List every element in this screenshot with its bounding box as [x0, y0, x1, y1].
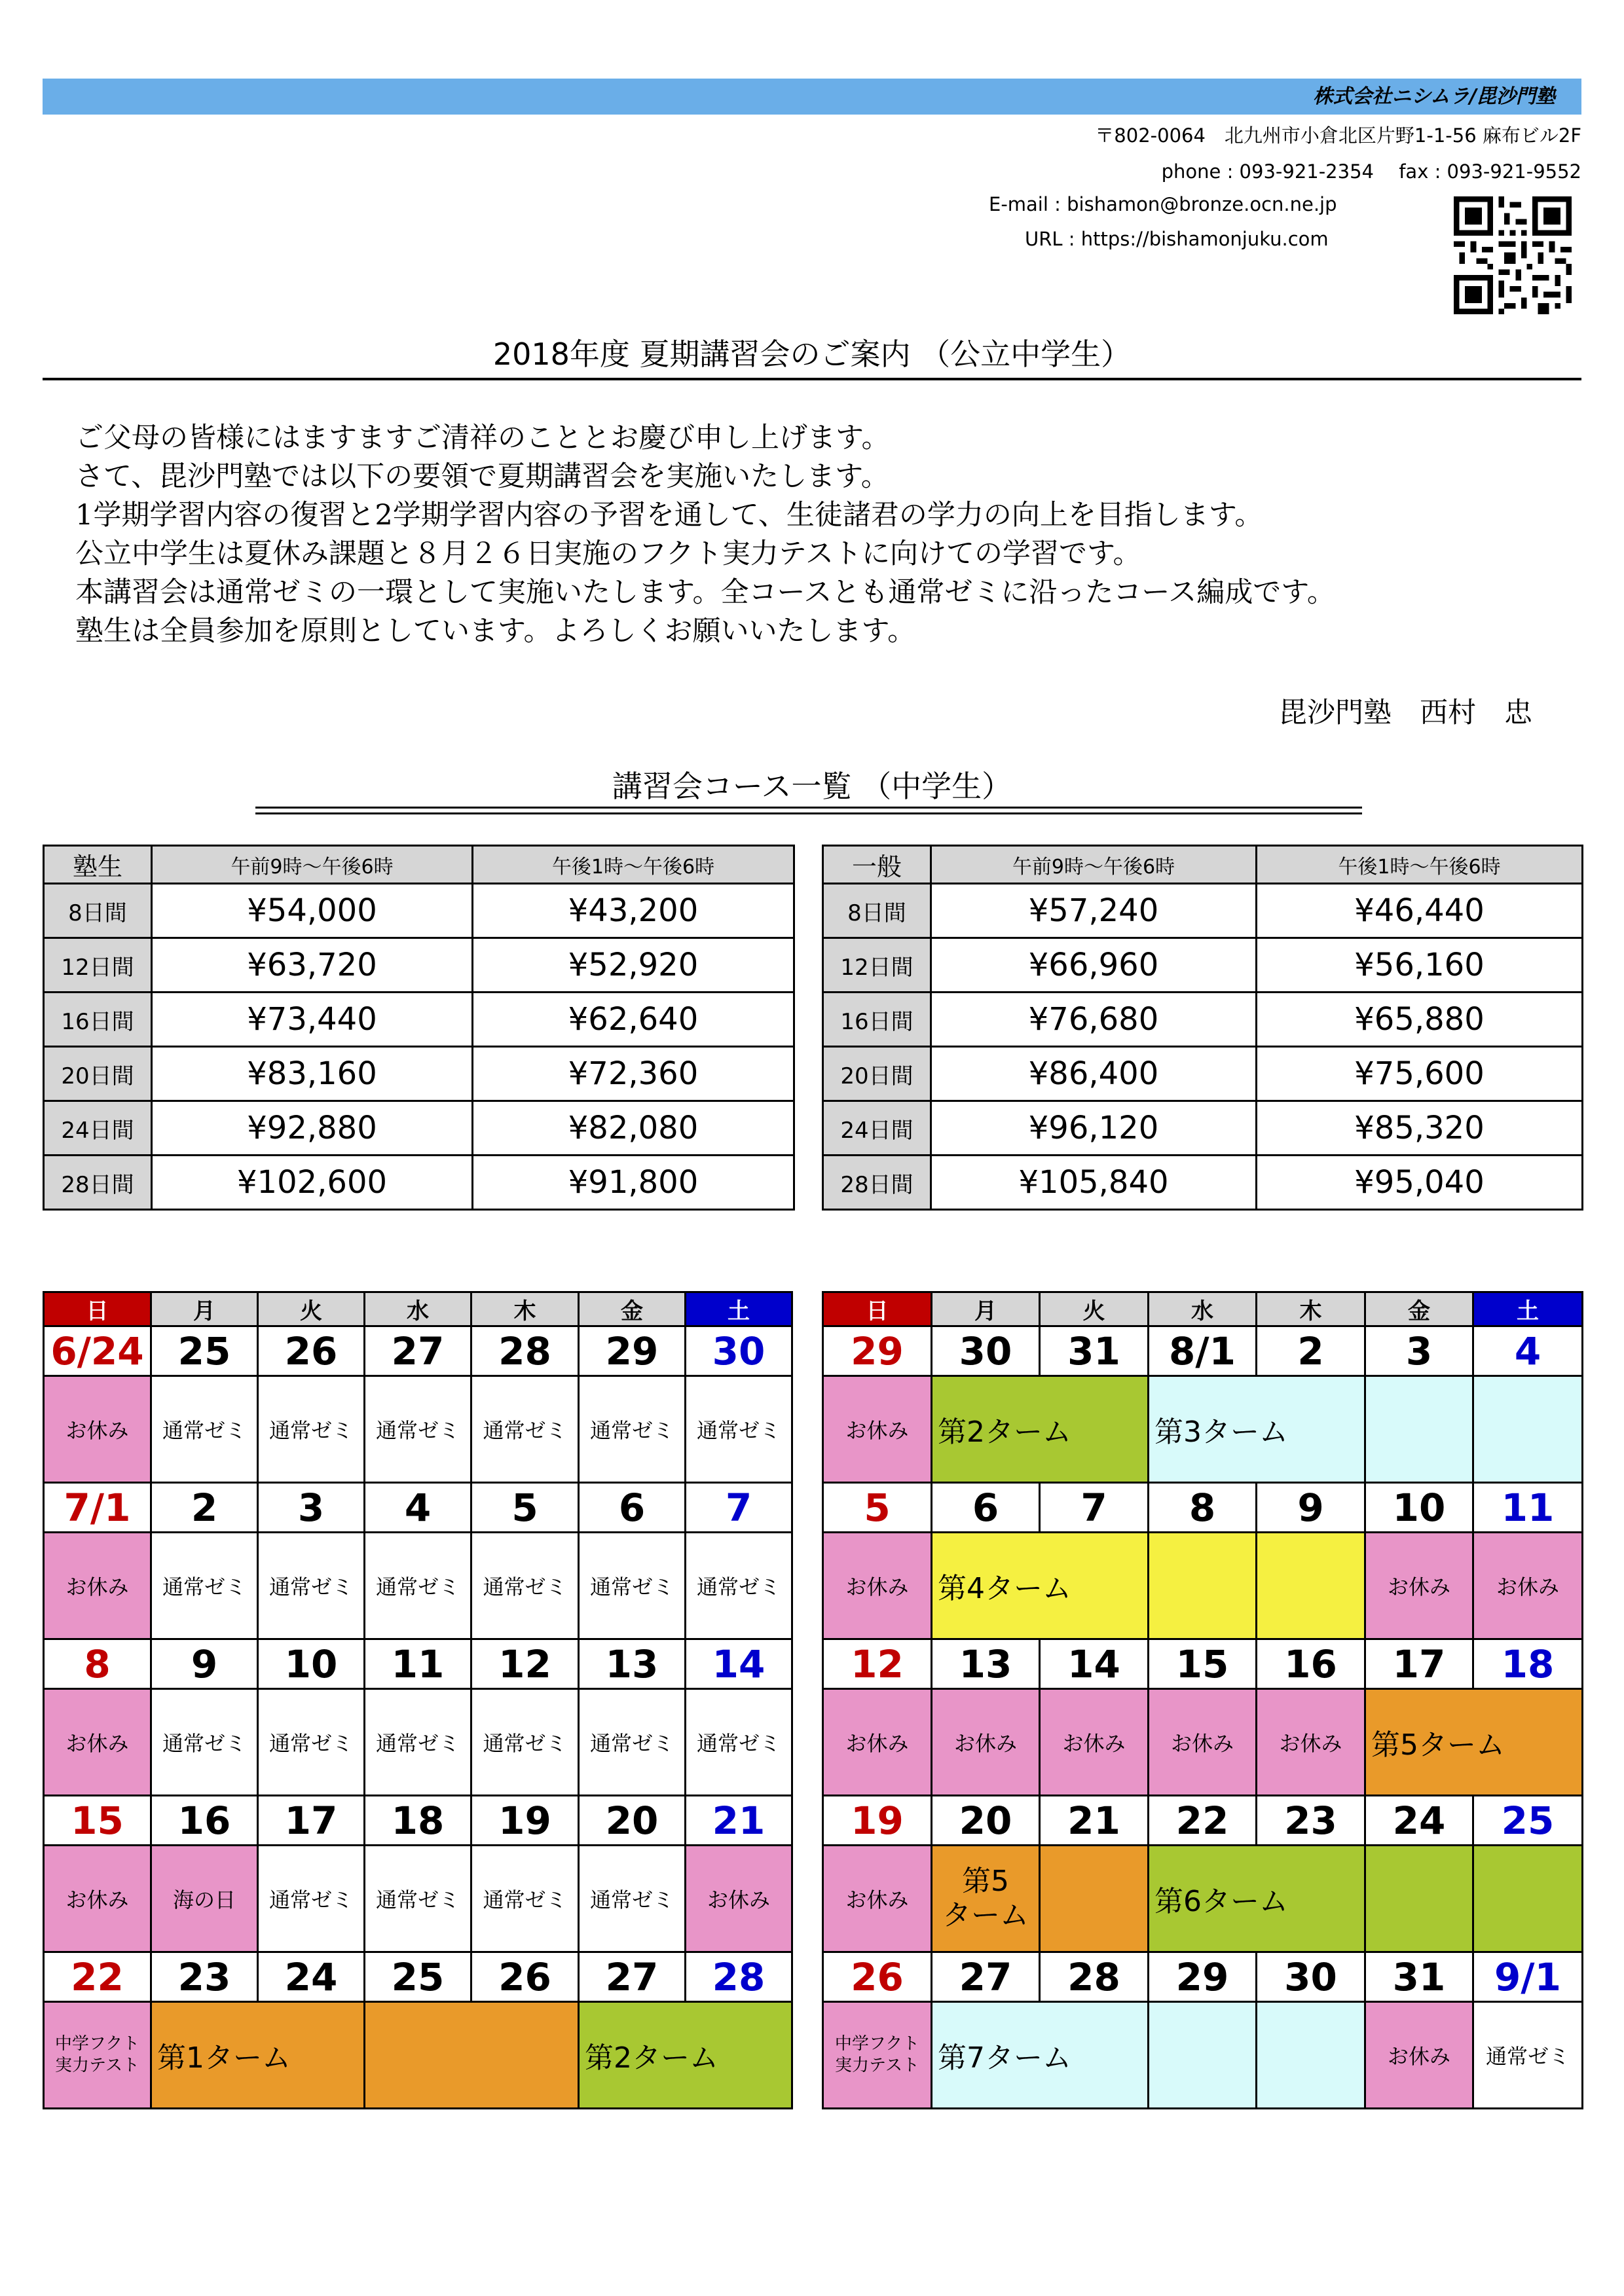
- date-cell: 25: [365, 1952, 471, 2002]
- event-cell: [1365, 1376, 1473, 1483]
- event-cell: 通常ゼミ: [258, 1689, 365, 1796]
- event-cell: 通常ゼミ: [471, 1846, 579, 1952]
- duration-cell: 20日間: [823, 1047, 931, 1101]
- price-cell: ¥75,600: [1257, 1047, 1583, 1101]
- duration-cell: 12日間: [823, 938, 931, 993]
- date-cell: 19: [823, 1796, 932, 1846]
- event-row: [44, 1689, 792, 1796]
- event-row: [823, 2002, 1583, 2109]
- date-cell: 4: [1473, 1326, 1583, 1376]
- price-header-cell: 一般: [823, 846, 931, 884]
- event-cell: [1473, 1376, 1583, 1483]
- date-row: [44, 1796, 792, 1846]
- date-cell: 13: [932, 1639, 1040, 1689]
- event-cell: 通常ゼミ: [579, 1846, 686, 1952]
- date-row: [823, 1952, 1583, 2002]
- price-cell: ¥62,640: [473, 993, 794, 1047]
- date-cell: 28: [686, 1952, 792, 2002]
- price-cell: ¥102,600: [152, 1156, 473, 1210]
- date-cell: 3: [1365, 1326, 1473, 1376]
- date-cell: 24: [258, 1952, 365, 2002]
- date-cell: 10: [258, 1639, 365, 1689]
- date-cell: 21: [686, 1796, 792, 1846]
- date-row: [44, 1483, 792, 1533]
- event-cell: [1040, 1846, 1149, 1952]
- event-cell: 第2ターム: [579, 2002, 792, 2109]
- course-title-rule: [255, 807, 1362, 809]
- event-cell: [1365, 1846, 1473, 1952]
- price-header-row: [44, 846, 794, 884]
- price-cell: ¥65,880: [1257, 993, 1583, 1047]
- date-cell: 6/24: [44, 1326, 151, 1376]
- event-cell: 通常ゼミ: [365, 1376, 471, 1483]
- date-cell: 9: [151, 1639, 258, 1689]
- price-row: [44, 884, 794, 938]
- date-cell: 7/1: [44, 1483, 151, 1533]
- event-cell: 第6ターム: [1149, 1846, 1365, 1952]
- date-cell: 8: [1149, 1483, 1257, 1533]
- event-cell: 通常ゼミ: [258, 1846, 365, 1952]
- weekday-cell: 火: [1040, 1292, 1149, 1326]
- date-cell: 19: [471, 1796, 579, 1846]
- price-cell: ¥91,800: [473, 1156, 794, 1210]
- price-cell: ¥72,360: [473, 1047, 794, 1101]
- event-row: [823, 1533, 1583, 1639]
- event-cell: 通常ゼミ: [471, 1689, 579, 1796]
- signature: 毘沙門塾 西村 忠: [1279, 697, 1532, 729]
- price-row: [44, 1047, 794, 1101]
- intro-text: [75, 419, 1335, 651]
- date-cell: 22: [1149, 1796, 1257, 1846]
- event-cell: お休み: [1365, 1533, 1473, 1639]
- date-cell: 2: [1257, 1326, 1365, 1376]
- date-cell: 6: [932, 1483, 1040, 1533]
- weekday-cell: 木: [1257, 1292, 1365, 1326]
- date-cell: 12: [471, 1639, 579, 1689]
- intro-line: 1学期学習内容の復習と2学期学習内容の予習を通して、生徒諸君の学力の向上を目指します。: [75, 499, 1263, 532]
- event-cell: 通常ゼミ: [686, 1376, 792, 1483]
- price-cell: ¥63,720: [152, 938, 473, 993]
- address: 〒802-0064 北九州市小倉北区片野1-1-56 麻布ビル2F: [1095, 124, 1581, 147]
- date-cell: 26: [471, 1952, 579, 2002]
- date-row: [44, 1326, 792, 1376]
- date-cell: 24: [1365, 1796, 1473, 1846]
- date-cell: 14: [1040, 1639, 1149, 1689]
- price-row: [44, 1101, 794, 1156]
- date-cell: 3: [258, 1483, 365, 1533]
- event-cell: 通常ゼミ: [1473, 2002, 1583, 2109]
- event-cell: 第3ターム: [1149, 1376, 1365, 1483]
- date-row: [44, 1639, 792, 1689]
- price-row: [823, 1156, 1583, 1210]
- event-cell: お休み: [44, 1846, 151, 1952]
- price-cell: ¥54,000: [152, 884, 473, 938]
- event-row: [823, 1689, 1583, 1796]
- event-cell: 第5 ターム: [932, 1846, 1040, 1952]
- price-row: [823, 884, 1583, 938]
- date-row: [823, 1483, 1583, 1533]
- price-cell: ¥73,440: [152, 993, 473, 1047]
- intro-line: 塾生は全員参加を原則としています。よろしくお願いいたします。: [75, 615, 916, 647]
- weekday-cell: 土: [686, 1292, 792, 1326]
- event-cell: お休み: [1473, 1533, 1583, 1639]
- date-row: [823, 1639, 1583, 1689]
- intro-line: ご父母の皆様にはますますご清祥のこととお慶び申し上げます。: [75, 422, 890, 454]
- price-cell: ¥56,160: [1257, 938, 1583, 993]
- price-cell: ¥83,160: [152, 1047, 473, 1101]
- duration-cell: 28日間: [823, 1156, 931, 1210]
- event-cell: 通常ゼミ: [579, 1689, 686, 1796]
- price-cell: ¥52,920: [473, 938, 794, 993]
- date-cell: 31: [1365, 1952, 1473, 2002]
- event-cell: 通常ゼミ: [365, 1533, 471, 1639]
- date-cell: 10: [1365, 1483, 1473, 1533]
- intro-line: 公立中学生は夏休み課題と８月２６日実施のフクト実力テストに向けての学習です。: [75, 538, 1141, 570]
- event-row: [44, 1846, 792, 1952]
- date-cell: 14: [686, 1639, 792, 1689]
- event-cell: 第7ターム: [932, 2002, 1149, 2109]
- event-cell: 通常ゼミ: [686, 1533, 792, 1639]
- date-cell: 7: [686, 1483, 792, 1533]
- event-cell: 中学フクト 実力テスト: [823, 2002, 932, 2109]
- price-table-member: [43, 845, 795, 1211]
- weekday-header-row: [44, 1292, 792, 1326]
- event-cell: 通常ゼミ: [471, 1533, 579, 1639]
- date-cell: 17: [1365, 1639, 1473, 1689]
- date-cell: 12: [823, 1639, 932, 1689]
- date-cell: 22: [44, 1952, 151, 2002]
- weekday-cell: 土: [1473, 1292, 1583, 1326]
- date-cell: 29: [823, 1326, 932, 1376]
- weekday-cell: 月: [932, 1292, 1040, 1326]
- price-header-cell: 午前9時～午後6時: [152, 846, 473, 884]
- date-cell: 15: [1149, 1639, 1257, 1689]
- price-row: [823, 1047, 1583, 1101]
- date-cell: 18: [365, 1796, 471, 1846]
- date-cell: 23: [1257, 1796, 1365, 1846]
- weekday-cell: 水: [1149, 1292, 1257, 1326]
- weekday-cell: 木: [471, 1292, 579, 1326]
- phone-fax: phone : 093-921-2354 fax : 093-921-9552: [1161, 160, 1581, 183]
- title-underline: [43, 378, 1581, 380]
- date-row: [823, 1326, 1583, 1376]
- intro-line: さて、毘沙門塾では以下の要領で夏期講習会を実施いたします。: [75, 460, 889, 493]
- event-cell: 通常ゼミ: [258, 1376, 365, 1483]
- event-cell: お休み: [1149, 1689, 1257, 1796]
- date-cell: 7: [1040, 1483, 1149, 1533]
- date-cell: 27: [932, 1952, 1040, 2002]
- price-header-cell: 午前9時～午後6時: [931, 846, 1257, 884]
- price-cell: ¥92,880: [152, 1101, 473, 1156]
- date-cell: 27: [365, 1326, 471, 1376]
- event-cell: お休み: [823, 1533, 932, 1639]
- date-cell: 4: [365, 1483, 471, 1533]
- event-cell: お休み: [44, 1376, 151, 1483]
- date-cell: 8/1: [1149, 1326, 1257, 1376]
- weekday-cell: 金: [1365, 1292, 1473, 1326]
- date-cell: 20: [579, 1796, 686, 1846]
- date-cell: 18: [1473, 1639, 1583, 1689]
- event-cell: 第4ターム: [932, 1533, 1149, 1639]
- event-cell: 海の日: [151, 1846, 258, 1952]
- date-cell: 26: [258, 1326, 365, 1376]
- duration-cell: 8日間: [823, 884, 931, 938]
- event-row: [44, 2002, 792, 2109]
- date-cell: 9/1: [1473, 1952, 1583, 2002]
- date-cell: 29: [579, 1326, 686, 1376]
- date-cell: 23: [151, 1952, 258, 2002]
- event-cell: 通常ゼミ: [151, 1376, 258, 1483]
- duration-cell: 16日間: [44, 993, 152, 1047]
- price-cell: ¥96,120: [931, 1101, 1257, 1156]
- date-cell: 26: [823, 1952, 932, 2002]
- date-cell: 17: [258, 1796, 365, 1846]
- price-header-cell: 午後1時～午後6時: [1257, 846, 1583, 884]
- event-cell: [1149, 1533, 1257, 1639]
- date-cell: 30: [686, 1326, 792, 1376]
- event-row: [823, 1376, 1583, 1483]
- event-cell: お休み: [823, 1376, 932, 1483]
- date-cell: 27: [579, 1952, 686, 2002]
- date-cell: 31: [1040, 1326, 1149, 1376]
- date-cell: 13: [579, 1639, 686, 1689]
- event-cell: [1257, 2002, 1365, 2109]
- weekday-cell: 月: [151, 1292, 258, 1326]
- event-cell: 通常ゼミ: [471, 1376, 579, 1483]
- price-cell: ¥66,960: [931, 938, 1257, 993]
- duration-cell: 8日間: [44, 884, 152, 938]
- event-row: [44, 1533, 792, 1639]
- event-cell: 中学フクト 実力テスト: [44, 2002, 151, 2109]
- date-cell: 9: [1257, 1483, 1365, 1533]
- event-cell: [365, 2002, 579, 2109]
- price-cell: ¥105,840: [931, 1156, 1257, 1210]
- price-cell: ¥82,080: [473, 1101, 794, 1156]
- duration-cell: 16日間: [823, 993, 931, 1047]
- duration-cell: 24日間: [823, 1101, 931, 1156]
- price-row: [823, 993, 1583, 1047]
- event-cell: 第1ターム: [151, 2002, 365, 2109]
- event-cell: お休み: [1257, 1689, 1365, 1796]
- price-cell: ¥95,040: [1257, 1156, 1583, 1210]
- date-cell: 6: [579, 1483, 686, 1533]
- date-cell: 2: [151, 1483, 258, 1533]
- intro-line: 本講習会は通常ゼミの一環として実施いたします。全コースとも通常ゼミに沿ったコース編成です。: [75, 576, 1335, 609]
- price-cell: ¥85,320: [1257, 1101, 1583, 1156]
- date-cell: 11: [1473, 1483, 1583, 1533]
- date-cell: 5: [823, 1483, 932, 1533]
- weekday-cell: 金: [579, 1292, 686, 1326]
- event-cell: 通常ゼミ: [151, 1533, 258, 1639]
- event-cell: 通常ゼミ: [579, 1376, 686, 1483]
- calendar-june-july: [43, 1291, 793, 2109]
- date-cell: 25: [1473, 1796, 1583, 1846]
- price-row: [823, 938, 1583, 993]
- duration-cell: 24日間: [44, 1101, 152, 1156]
- price-cell: ¥46,440: [1257, 884, 1583, 938]
- price-row: [823, 1101, 1583, 1156]
- course-list-title: 講習会コース一覧 （中学生）: [612, 769, 1012, 804]
- event-cell: お休み: [44, 1533, 151, 1639]
- event-cell: 通常ゼミ: [258, 1533, 365, 1639]
- date-cell: 8: [44, 1639, 151, 1689]
- price-row: [44, 993, 794, 1047]
- price-cell: ¥57,240: [931, 884, 1257, 938]
- weekday-cell: 火: [258, 1292, 365, 1326]
- date-cell: 15: [44, 1796, 151, 1846]
- event-cell: 通常ゼミ: [365, 1846, 471, 1952]
- event-cell: お休み: [1040, 1689, 1149, 1796]
- event-row: [823, 1846, 1583, 1952]
- event-cell: [1149, 2002, 1257, 2109]
- calendar-july-august: [822, 1291, 1583, 2109]
- date-cell: 5: [471, 1483, 579, 1533]
- price-row: [44, 1156, 794, 1210]
- date-cell: 20: [932, 1796, 1040, 1846]
- event-cell: お休み: [686, 1846, 792, 1952]
- event-cell: 通常ゼミ: [686, 1689, 792, 1796]
- duration-cell: 28日間: [44, 1156, 152, 1210]
- date-cell: 16: [151, 1796, 258, 1846]
- event-cell: お休み: [1365, 2002, 1473, 2109]
- weekday-cell: 日: [823, 1292, 932, 1326]
- date-cell: 28: [471, 1326, 579, 1376]
- qr-code-icon: [1454, 196, 1572, 314]
- date-cell: 29: [1149, 1952, 1257, 2002]
- price-table-general: [822, 845, 1583, 1211]
- weekday-header-row: [823, 1292, 1583, 1326]
- date-cell: 30: [932, 1326, 1040, 1376]
- weekday-cell: 水: [365, 1292, 471, 1326]
- website-url: URL : https://bishamonjuku.com: [1025, 228, 1329, 250]
- date-cell: 11: [365, 1639, 471, 1689]
- event-cell: 通常ゼミ: [365, 1689, 471, 1796]
- date-cell: 25: [151, 1326, 258, 1376]
- event-cell: 通常ゼミ: [579, 1533, 686, 1639]
- email: E-mail : bishamon@bronze.ocn.ne.jp: [989, 193, 1337, 215]
- date-cell: 16: [1257, 1639, 1365, 1689]
- duration-cell: 12日間: [44, 938, 152, 993]
- date-cell: 30: [1257, 1952, 1365, 2002]
- date-cell: 21: [1040, 1796, 1149, 1846]
- date-row: [44, 1952, 792, 2002]
- duration-cell: 20日間: [44, 1047, 152, 1101]
- price-header-cell: 午後1時～午後6時: [473, 846, 794, 884]
- course-title-rule: [255, 812, 1362, 814]
- event-cell: お休み: [823, 1689, 932, 1796]
- date-row: [823, 1796, 1583, 1846]
- price-cell: ¥43,200: [473, 884, 794, 938]
- event-cell: お休み: [932, 1689, 1040, 1796]
- date-cell: 28: [1040, 1952, 1149, 2002]
- weekday-cell: 日: [44, 1292, 151, 1326]
- price-row: [44, 938, 794, 993]
- price-header-cell: 塾生: [44, 846, 152, 884]
- event-cell: [1257, 1533, 1365, 1639]
- event-cell: お休み: [823, 1846, 932, 1952]
- event-cell: 第5ターム: [1365, 1689, 1583, 1796]
- event-row: [44, 1376, 792, 1483]
- event-cell: [1473, 1846, 1583, 1952]
- price-cell: ¥86,400: [931, 1047, 1257, 1101]
- event-cell: 第2ターム: [932, 1376, 1149, 1483]
- price-cell: ¥76,680: [931, 993, 1257, 1047]
- event-cell: 通常ゼミ: [151, 1689, 258, 1796]
- company-name: 株式会社ニシムラ/毘沙門塾: [1313, 85, 1555, 108]
- event-cell: お休み: [44, 1689, 151, 1796]
- price-header-row: [823, 846, 1583, 884]
- document-title: 2018年度 夏期講習会のご案内 （公立中学生）: [492, 337, 1132, 372]
